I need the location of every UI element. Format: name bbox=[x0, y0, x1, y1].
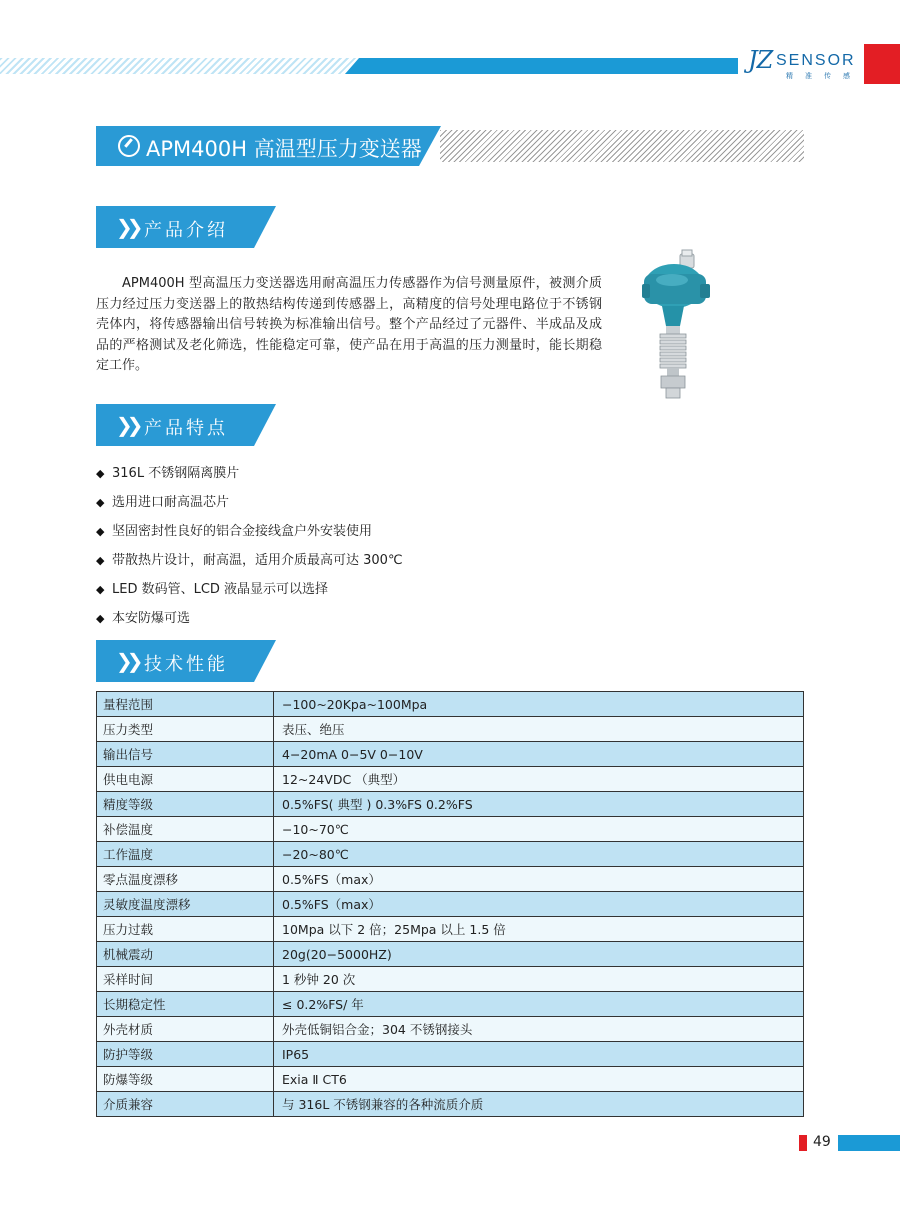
diamond-bullet-icon: ◆ bbox=[96, 554, 105, 567]
page-title: APM400H 高温型压力变送器 bbox=[146, 137, 422, 161]
header-red-block bbox=[864, 44, 900, 84]
logo-jz: JZ bbox=[748, 46, 773, 74]
diamond-bullet-icon: ◆ bbox=[96, 496, 105, 509]
spec-key: 防爆等级 bbox=[97, 1067, 274, 1092]
spec-key: 供电电源 bbox=[97, 767, 274, 792]
spec-key: 防护等级 bbox=[97, 1042, 274, 1067]
spec-value: 10Mpa 以下 2 倍；25Mpa 以上 1.5 倍 bbox=[274, 917, 804, 942]
spec-key: 压力类型 bbox=[97, 717, 274, 742]
page-number-red-mark bbox=[799, 1135, 807, 1151]
header-hatch-stripe bbox=[0, 58, 360, 74]
spec-table bbox=[96, 691, 804, 1117]
spec-value: −10~70℃ bbox=[274, 817, 804, 842]
spec-value: −100~20Kpa~100Mpa bbox=[274, 692, 804, 717]
chevron-right-icon: ❯❯ bbox=[116, 413, 138, 437]
table-row bbox=[97, 1042, 804, 1067]
spec-key: 外壳材质 bbox=[97, 1017, 274, 1042]
feature-item: ◆ LED 数码管、LCD 液晶显示可以选择 bbox=[96, 582, 329, 597]
spec-key: 压力过载 bbox=[97, 917, 274, 942]
spec-value: 0.5%FS（max） bbox=[274, 892, 804, 917]
table-row bbox=[97, 792, 804, 817]
spec-value: 0.5%FS（max） bbox=[274, 867, 804, 892]
spec-value: Exia Ⅱ CT6 bbox=[274, 1067, 804, 1092]
table-row bbox=[97, 842, 804, 867]
section-label-features: 产品特点 bbox=[144, 418, 228, 439]
spec-key: 精度等级 bbox=[97, 792, 274, 817]
table-row bbox=[97, 967, 804, 992]
page-number-blue-bar bbox=[838, 1135, 900, 1151]
table-row bbox=[97, 867, 804, 892]
spec-value: 外壳低铜铝合金；304 不锈钢接头 bbox=[274, 1017, 804, 1042]
table-row bbox=[97, 1067, 804, 1092]
spec-key: 补偿温度 bbox=[97, 817, 274, 842]
table-row bbox=[97, 1017, 804, 1042]
title-hatch-stripe bbox=[440, 130, 804, 162]
feature-item: ◆ 本安防爆可选 bbox=[96, 611, 191, 626]
header-blue-band bbox=[345, 58, 745, 74]
spec-value: 1 秒钟 20 次 bbox=[274, 967, 804, 992]
section-label-intro: 产品介绍 bbox=[144, 220, 228, 241]
diamond-bullet-icon: ◆ bbox=[96, 467, 105, 480]
spec-value: 20g(20−5000HZ) bbox=[274, 942, 804, 967]
diamond-bullet-icon: ◆ bbox=[96, 612, 105, 625]
diamond-bullet-icon: ◆ bbox=[96, 583, 105, 596]
logo-sensor: SENSOR bbox=[776, 52, 856, 69]
spec-value: IP65 bbox=[274, 1042, 804, 1067]
table-row bbox=[97, 692, 804, 717]
spec-value: 12~24VDC （典型） bbox=[274, 767, 804, 792]
table-row bbox=[97, 992, 804, 1017]
chevron-right-icon: ❯❯ bbox=[116, 215, 138, 239]
spec-key: 采样时间 bbox=[97, 967, 274, 992]
spec-key: 工作温度 bbox=[97, 842, 274, 867]
spec-key: 量程范围 bbox=[97, 692, 274, 717]
table-row bbox=[97, 817, 804, 842]
diamond-bullet-icon: ◆ bbox=[96, 525, 105, 538]
table-row bbox=[97, 942, 804, 967]
table-row bbox=[97, 717, 804, 742]
spec-value: −20~80℃ bbox=[274, 842, 804, 867]
chevron-right-icon: ❯❯ bbox=[116, 649, 138, 673]
table-row bbox=[97, 1092, 804, 1117]
spec-value: 表压、绝压 bbox=[274, 717, 804, 742]
section-label-specs: 技术性能 bbox=[144, 654, 228, 675]
transmitter-product-image bbox=[636, 248, 716, 400]
feature-item: ◆ 选用进口耐高温芯片 bbox=[96, 495, 230, 510]
page-number: 49 bbox=[813, 1134, 831, 1150]
feature-item: ◆ 316L 不锈钢隔离膜片 bbox=[96, 466, 240, 481]
gauge-icon bbox=[118, 135, 140, 157]
logo-subtitle: 精准传感 bbox=[786, 72, 862, 80]
feature-item: ◆ 坚固密封性良好的铝合金接线盒户外安装使用 bbox=[96, 524, 373, 539]
feature-item: ◆ 带散热片设计，耐高温，适用介质最高可达 300℃ bbox=[96, 553, 403, 568]
spec-value: ≤ 0.2%FS/ 年 bbox=[274, 992, 804, 1017]
table-row bbox=[97, 892, 804, 917]
spec-value: 4−20mA 0−5V 0−10V bbox=[274, 742, 804, 767]
spec-value: 0.5%FS( 典型 ) 0.3%FS 0.2%FS bbox=[274, 792, 804, 817]
intro-paragraph: APM400H 型高温压力变送器选用耐高温压力传感器作为信号测量原件，被测介质压力经过压力变送器上的散热结构传递到传感器上，高精度的信号处理电路位于不锈钢壳体内，将传感器输出信号转换为标准输出信号。整个产品经过了元器件、半成品及成品的严格测试及老化筛选，性能稳定可靠，使产品在用于高温的压力测量时，能长期稳定工作。 bbox=[96, 276, 602, 373]
spec-key: 零点温度漂移 bbox=[97, 867, 274, 892]
spec-key: 机械震动 bbox=[97, 942, 274, 967]
spec-value: 与 316L 不锈钢兼容的各种流质介质 bbox=[274, 1092, 804, 1117]
spec-key: 输出信号 bbox=[97, 742, 274, 767]
table-row bbox=[97, 917, 804, 942]
spec-key: 长期稳定性 bbox=[97, 992, 274, 1017]
table-row bbox=[97, 767, 804, 792]
table-row bbox=[97, 742, 804, 767]
spec-key: 灵敏度温度漂移 bbox=[97, 892, 274, 917]
spec-key: 介质兼容 bbox=[97, 1092, 274, 1117]
